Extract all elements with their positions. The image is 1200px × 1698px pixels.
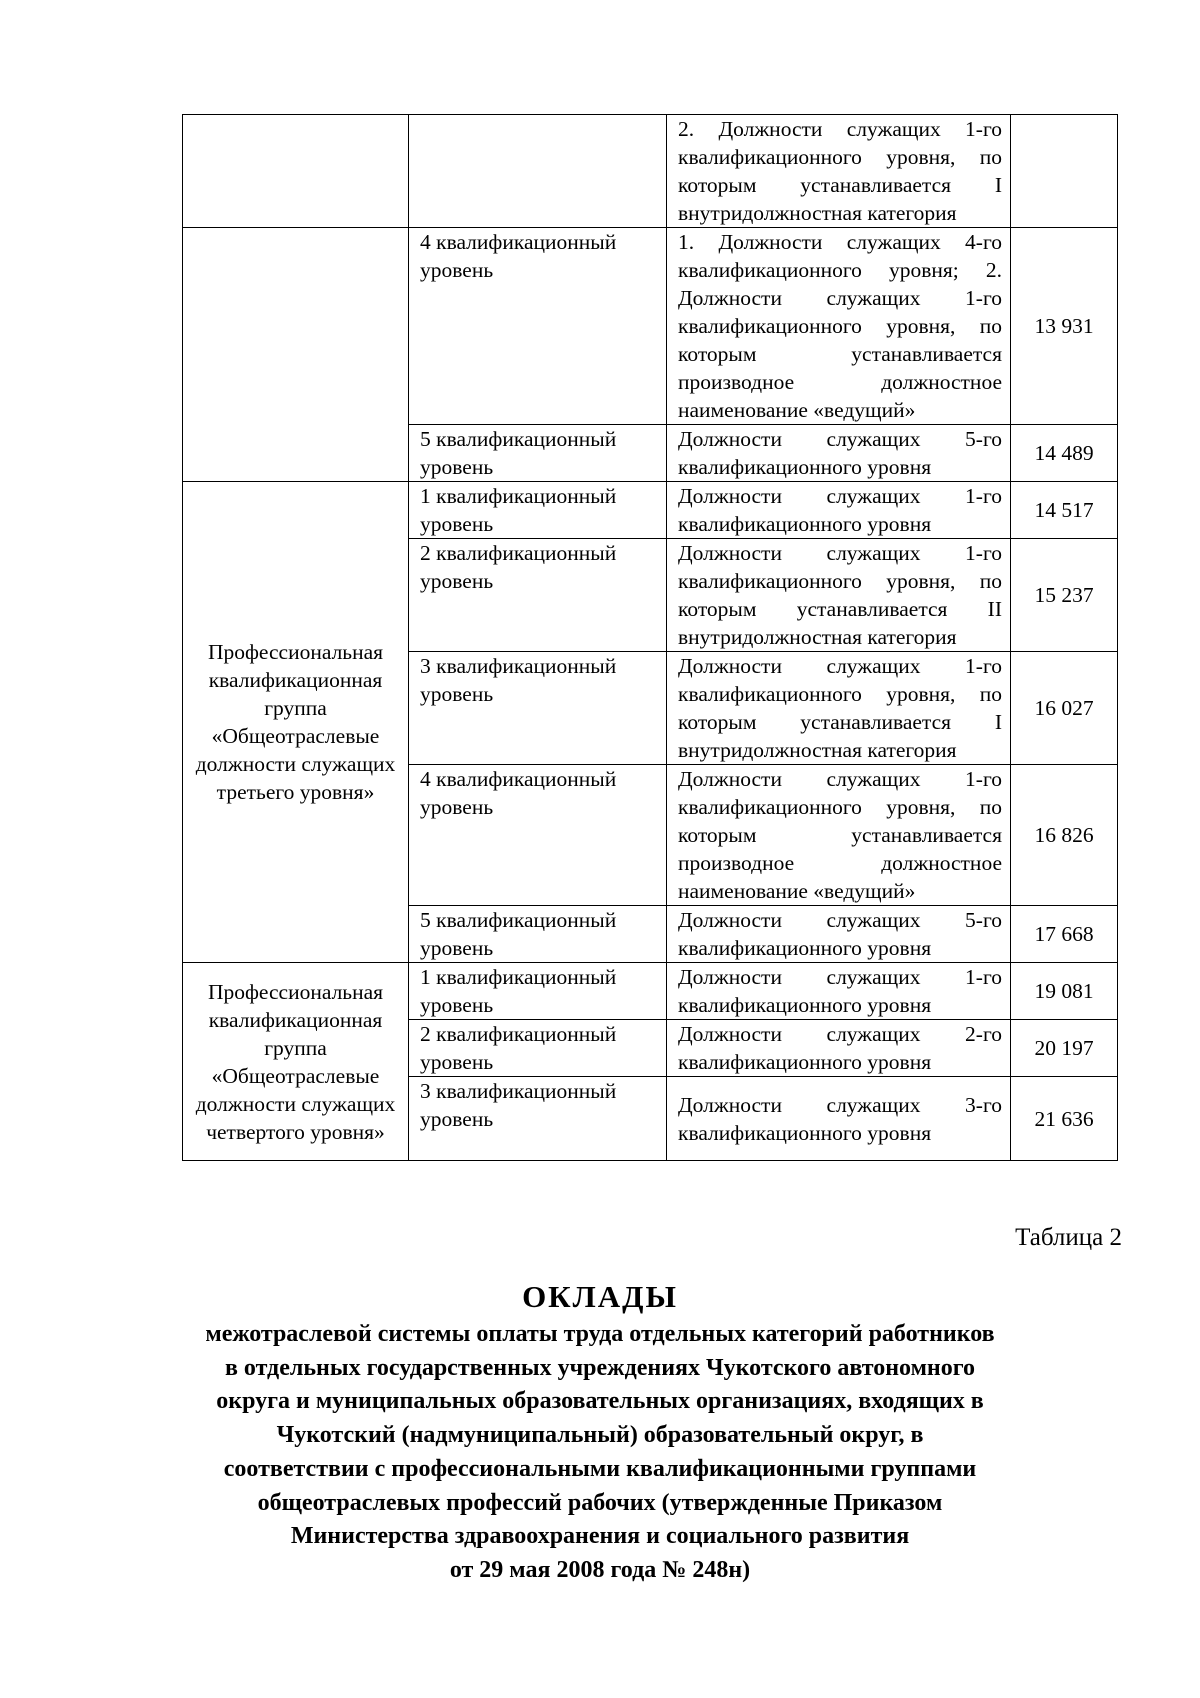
level-cell: 1 квалификационный уровень	[409, 963, 667, 1020]
salary-cell: 14 489	[1011, 425, 1118, 482]
salary-table	[182, 114, 1118, 1161]
position-cell: Должности служащих 5-го квалификационного уровня	[667, 906, 1011, 963]
heading-subtitle-line: общеотраслевых профессий рабочих (утвержденные Приказом	[257, 1489, 943, 1516]
level-cell: 5 квалификационный уровень	[409, 906, 667, 963]
group-cell	[183, 115, 409, 228]
heading-subtitle-line: Чукотский (надмуниципальный) образовательный округ, в	[276, 1422, 924, 1449]
level-cell: 4 квалификационный уровень	[409, 228, 667, 425]
position-cell: Должности служащих 3-го квалификационного уровня	[667, 1077, 1011, 1161]
level-cell: 2 квалификационный уровень	[409, 1020, 667, 1077]
level-cell: 3 квалификационный уровень	[409, 1077, 667, 1161]
table-row	[183, 228, 1118, 425]
position-cell: 2. Должности служащих 1-го квалификационного уровня, по которым устанавливается I внутридолжностная категория	[667, 115, 1011, 228]
level-cell: 1 квалификационный уровень	[409, 482, 667, 539]
position-cell: Должности служащих 1-го квалификационного уровня	[667, 963, 1011, 1020]
heading-subtitle-line: межотраслевой системы оплаты труда отдельных категорий работников	[205, 1321, 995, 1347]
salary-cell: 15 237	[1011, 539, 1118, 652]
level-cell: 5 квалификационный уровень	[409, 425, 667, 482]
salary-cell: 16 027	[1011, 652, 1118, 765]
heading-subtitle-line: соответствии с профессиональными квалификационными группами	[223, 1455, 977, 1482]
heading-title: ОКЛАДЫ	[522, 1279, 678, 1314]
group-cell: Профессиональная квалификационная группа «Общеотраслевые должности служащих четвертого уровня»	[183, 963, 409, 1161]
level-cell	[409, 115, 667, 228]
salary-cell: 17 668	[1011, 906, 1118, 963]
heading-subtitle-line: в отдельных государственных учреждениях Чукотского автономного	[224, 1354, 976, 1381]
position-cell: Должности служащих 5-го квалификационного уровня	[667, 425, 1011, 482]
position-cell: Должности служащих 1-го квалификационного уровня, по которым устанавливается II внутридолжностная категория	[667, 539, 1011, 652]
position-cell: Должности служащих 2-го квалификационного уровня	[667, 1020, 1011, 1077]
salary-cell: 13 931	[1011, 228, 1118, 425]
position-cell: Должности служащих 1-го квалификационного уровня	[667, 482, 1011, 539]
salary-cell	[1011, 115, 1118, 228]
table-row	[183, 115, 1118, 228]
position-cell: 1. Должности служащих 4-го квалификационного уровня; 2. Должности служащих 1-го квалификационного уровня, по которым устанавливается производное должностное наименование «ведущий»	[667, 228, 1011, 425]
table-row	[183, 482, 1118, 539]
group-cell: Профессиональная квалификационная группа «Общеотраслевые должности служащих третьего уровня»	[183, 482, 409, 963]
table-caption: Таблица 2	[1015, 1224, 1122, 1251]
position-cell: Должности служащих 1-го квалификационного уровня, по которым устанавливается производное должностное наименование «ведущий»	[667, 765, 1011, 906]
heading-subtitle-line: Министерства здравоохранения и социального развития	[290, 1523, 910, 1550]
table2-heading	[140, 1276, 1060, 1588]
heading-subtitle-line: округа и муниципальных образовательных организациях, входящих в	[216, 1388, 984, 1415]
salary-cell: 16 826	[1011, 765, 1118, 906]
level-cell: 2 квалификационный уровень	[409, 539, 667, 652]
salary-cell: 21 636	[1011, 1077, 1118, 1161]
heading-subtitle-line: от 29 мая 2008 года № 248н)	[449, 1556, 751, 1583]
table-row	[183, 963, 1118, 1020]
position-cell: Должности служащих 1-го квалификационного уровня, по которым устанавливается I внутридолжностная категория	[667, 652, 1011, 765]
level-cell: 4 квалификационный уровень	[409, 765, 667, 906]
level-cell: 3 квалификационный уровень	[409, 652, 667, 765]
salary-cell: 19 081	[1011, 963, 1118, 1020]
salary-cell: 14 517	[1011, 482, 1118, 539]
group-cell	[183, 228, 409, 482]
salary-cell: 20 197	[1011, 1020, 1118, 1077]
